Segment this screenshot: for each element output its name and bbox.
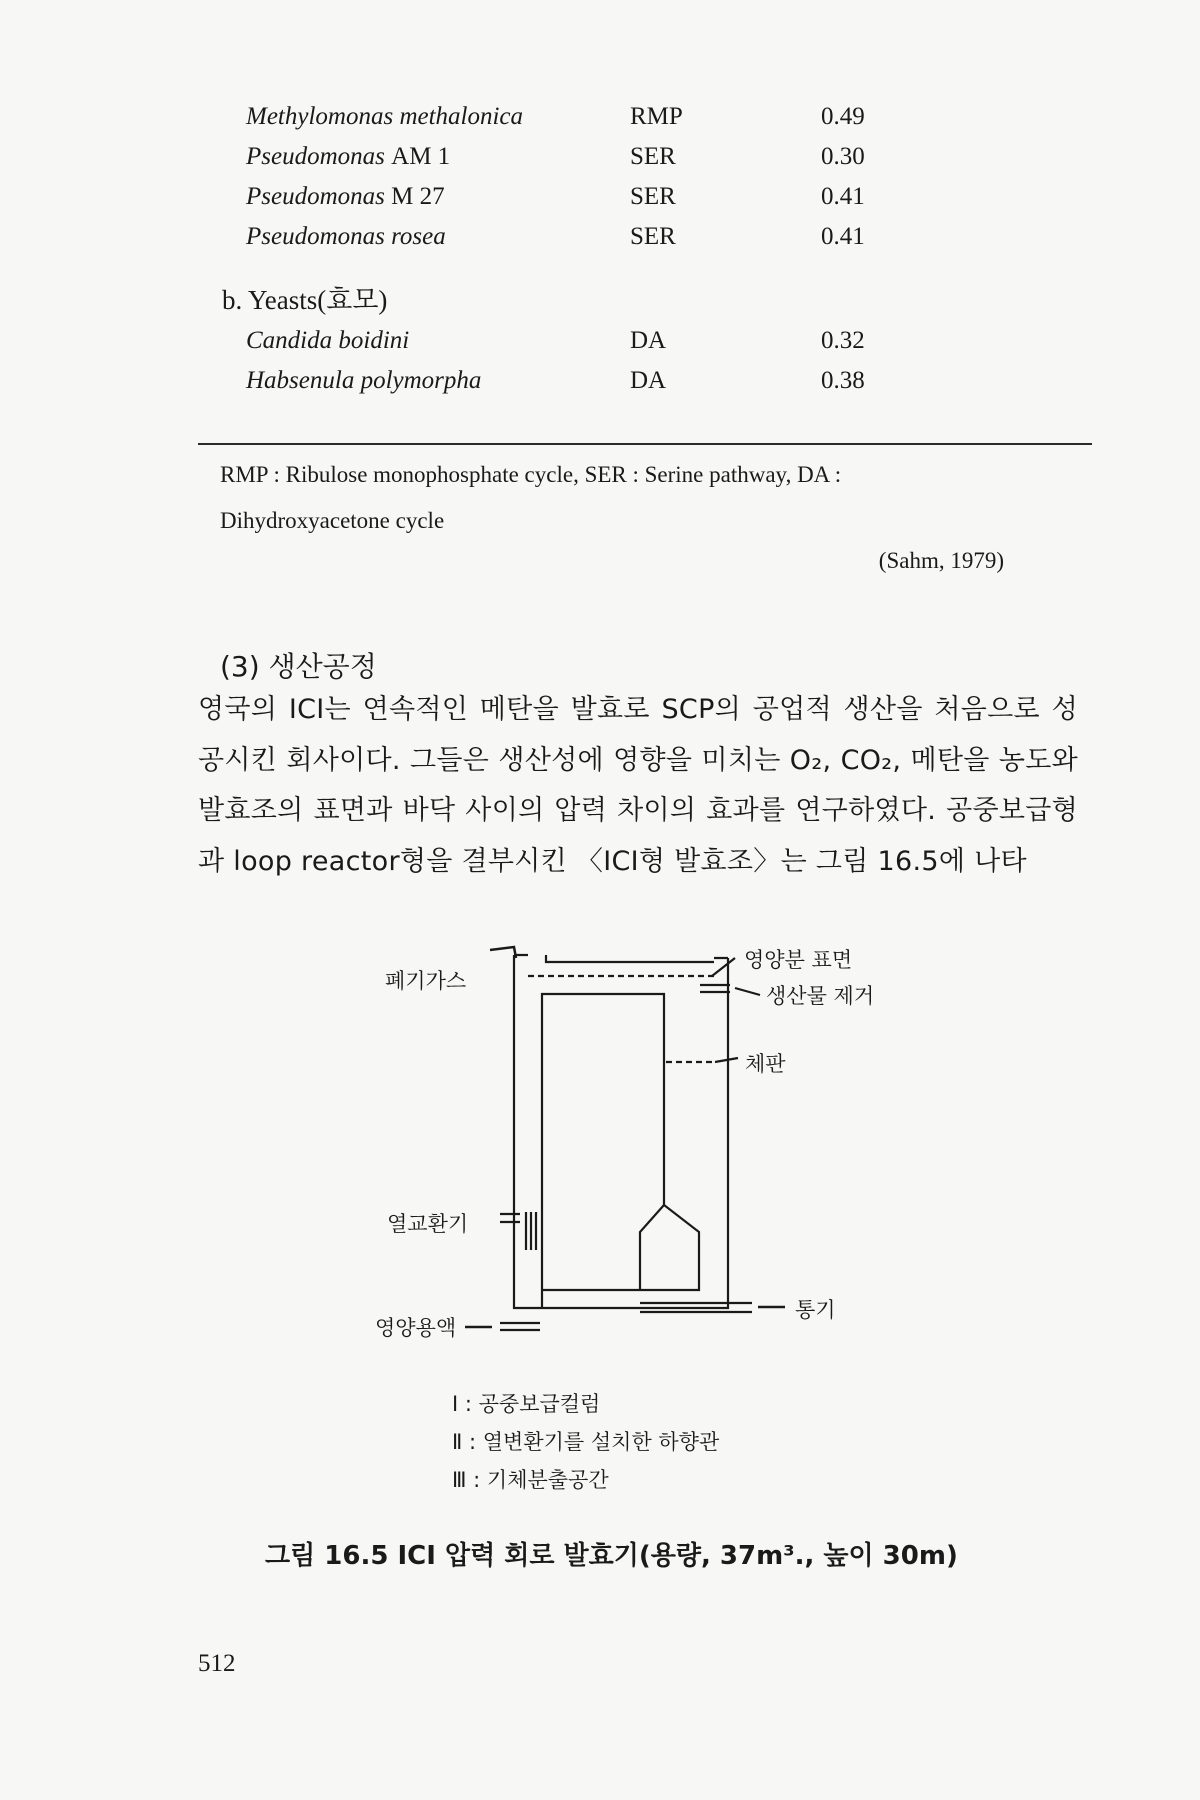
inner-taper (640, 1205, 664, 1290)
organism-name: Pseudomonas rosea (246, 223, 446, 250)
yield-value: 0.32 (821, 327, 865, 354)
figure-caption: 그림 16.5 ICI 압력 회로 발효기(용량, 37m³., 높이 30m) (265, 1541, 958, 1571)
label-nutrient-solution: 영양용액 (375, 1316, 457, 1340)
label-product-removal: 생산물 제거 (766, 984, 875, 1008)
legend-item: Ⅲ : 기체분출공간 (452, 1468, 609, 1492)
label-aeration: 통기 (795, 1298, 836, 1322)
label-nutrient-surface: 영양분 표면 (744, 948, 853, 972)
label-heat-exchanger: 열교환기 (387, 1212, 469, 1236)
organism-name: Habsenula polymorpha (246, 367, 482, 394)
footnote-line: RMP : Ribulose monophosphate cycle, SER : Serine pathway, DA : (220, 462, 842, 487)
yield-value: 0.41 (821, 183, 865, 210)
pathway: DA (630, 367, 667, 394)
label-exhaust-gas: 폐기가스 (385, 969, 467, 993)
vessel-top-cap (546, 955, 714, 962)
heat-exchanger-tubes (500, 1212, 536, 1250)
product-arrow (735, 988, 760, 995)
pathway: SER (630, 223, 676, 250)
inner-column (542, 994, 699, 1308)
organism-name: Pseudomonas M 27 (246, 183, 445, 210)
yield-value: 0.41 (821, 223, 865, 250)
body-paragraph: 영국의 ICI는 연속적인 메탄을 발효로 SCP의 공업적 생산을 처음으로 성공시킨 회사이다. 그들은 생산성에 영향을 미치는 O₂, CO₂, 메탄을 농도와 발효조의 표면과 바닥 사이의 압력 차이의 효과를 연구하였다. 공중보급형과 loop reactor형을 결부시킨 〈ICI형 발효조〉는 그림 16.5에 나타 (198, 694, 1078, 877)
vessel-outer-wall (514, 955, 728, 1308)
yield-value: 0.30 (821, 143, 865, 170)
table-group-heading: b. Yeasts(효모) (222, 285, 388, 315)
organism-name: Candida boidini (246, 327, 410, 354)
pathway: DA (630, 327, 667, 354)
yield-value: 0.38 (821, 367, 865, 394)
pathway: RMP (630, 103, 683, 130)
page-number: 512 (198, 1650, 236, 1677)
product-removal-pipe (700, 985, 730, 992)
pathway: SER (630, 143, 676, 170)
sieve-arrow (715, 1058, 738, 1062)
nutrient-feed-pipe (500, 1323, 540, 1330)
exhaust-arrow (490, 947, 516, 958)
nutrient-surface-arrow (712, 958, 735, 976)
legend-item: Ⅰ : 공중보급컬럼 (452, 1392, 601, 1416)
organism-name: Methylomonas methalonica (246, 103, 524, 130)
organism-name: Pseudomonas AM 1 (246, 143, 451, 170)
yield-value: 0.49 (821, 103, 865, 130)
label-sieve-plate: 체판 (745, 1052, 786, 1076)
section-heading: (3) 생산공정 (220, 650, 377, 683)
citation: (Sahm, 1979) (878, 548, 1004, 573)
footnote-line: Dihydroxyacetone cycle (220, 508, 445, 533)
pathway: SER (630, 183, 676, 210)
legend-item: Ⅱ : 열변환기를 설치한 하향관 (452, 1430, 720, 1454)
